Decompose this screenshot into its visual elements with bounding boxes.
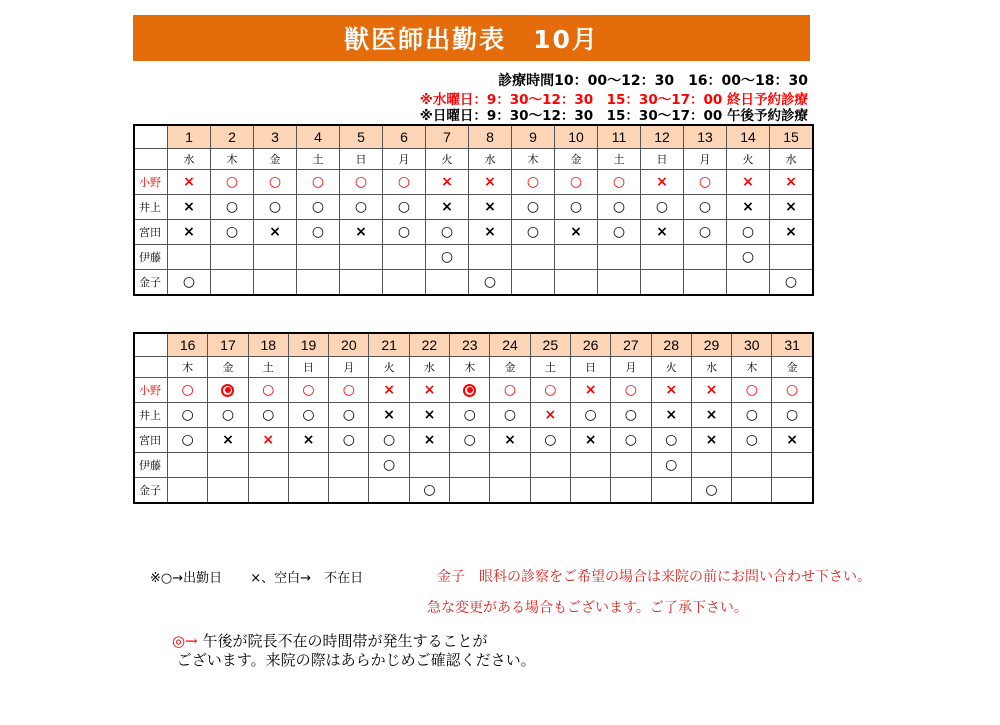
- weekday: 木: [168, 357, 208, 378]
- attendance-mark: ○: [770, 270, 814, 296]
- attendance-mark: [598, 245, 641, 270]
- weekday: 金: [208, 357, 248, 378]
- attendance-mark: ○: [369, 428, 409, 453]
- attendance-mark: ○: [426, 245, 469, 270]
- attendance-mark: ×: [691, 403, 731, 428]
- day-number: 22: [409, 333, 449, 357]
- legend-absent: ×、空白→ 不在日: [250, 571, 364, 586]
- attendance-mark: [469, 245, 512, 270]
- day-number: 12: [641, 125, 684, 149]
- double-circle-icon: [463, 384, 476, 397]
- attendance-mark: ×: [248, 428, 288, 453]
- clinic-hours: 診療時間10：00～12：30 16：00～18：30: [498, 73, 808, 89]
- attendance-mark: [383, 270, 426, 296]
- attendance-mark: ○: [248, 403, 288, 428]
- attendance-mark: [168, 453, 208, 478]
- attendance-mark: ○: [641, 195, 684, 220]
- attendance-mark: ○: [512, 170, 555, 195]
- attendance-mark: [426, 270, 469, 296]
- staff-name: 伊藤: [134, 245, 168, 270]
- attendance-mark: [369, 478, 409, 504]
- attendance-mark: ×: [426, 195, 469, 220]
- attendance-mark: [329, 453, 369, 478]
- day-number: 19: [288, 333, 328, 357]
- attendance-mark: [254, 270, 297, 296]
- day-number: 27: [611, 333, 651, 357]
- day-number: 9: [512, 125, 555, 149]
- attendance-mark: [641, 245, 684, 270]
- attendance-mark: ○: [512, 195, 555, 220]
- sunday-hours: ※日曜日：9：30～12：30 15：30～17：00 午後予約診療: [419, 108, 808, 124]
- attendance-mark: [297, 245, 340, 270]
- attendance-mark: ○: [329, 378, 369, 403]
- attendance-mark: ×: [691, 428, 731, 453]
- day-number: 7: [426, 125, 469, 149]
- attendance-mark: [208, 478, 248, 504]
- attendance-mark: ○: [684, 170, 727, 195]
- attendance-mark: ○: [168, 270, 211, 296]
- day-number: 21: [369, 333, 409, 357]
- attendance-mark: [611, 453, 651, 478]
- double-circle-symbol: ◎→: [172, 632, 198, 650]
- attendance-mark: ×: [727, 195, 770, 220]
- double-note-line2: ございます。来院の際はあらかじめご確認ください。: [176, 651, 536, 669]
- weekday: 月: [611, 357, 651, 378]
- attendance-mark: ×: [770, 220, 814, 245]
- attendance-mark: ○: [490, 378, 530, 403]
- double-circle-note: [172, 632, 536, 670]
- weekday: 月: [329, 357, 369, 378]
- attendance-mark: ×: [340, 220, 383, 245]
- staff-row: [134, 195, 813, 220]
- attendance-mark: [340, 245, 383, 270]
- attendance-mark: ○: [409, 478, 449, 504]
- attendance-mark: ○: [297, 220, 340, 245]
- attendance-mark: ○: [383, 195, 426, 220]
- attendance-mark: ×: [651, 378, 691, 403]
- attendance-mark: ○: [570, 403, 610, 428]
- attendance-mark: [641, 270, 684, 296]
- attendance-mark: ×: [409, 428, 449, 453]
- weekday: 水: [168, 149, 211, 170]
- staff-name: 井上: [134, 403, 168, 428]
- attendance-mark: ×: [555, 220, 598, 245]
- legend-attend: ※○→出勤日: [150, 571, 223, 586]
- attendance-mark: ○: [691, 478, 731, 504]
- staff-name: 井上: [134, 195, 168, 220]
- attendance-mark: ×: [691, 378, 731, 403]
- kaneko-note: 金子 眼科の診察をご希望の場合は来院の前にお問い合わせ下さい。: [437, 569, 871, 585]
- staff-name: 金子: [134, 478, 168, 504]
- attendance-mark: ○: [651, 428, 691, 453]
- corner-cell: [134, 125, 168, 149]
- attendance-mark: [772, 453, 813, 478]
- staff-row: [134, 220, 813, 245]
- attendance-mark: [651, 478, 691, 504]
- corner-cell: [134, 333, 168, 357]
- attendance-mark: [208, 453, 248, 478]
- attendance-mark: [530, 453, 570, 478]
- attendance-mark: ○: [555, 195, 598, 220]
- day-number: 28: [651, 333, 691, 357]
- attendance-mark: ×: [727, 170, 770, 195]
- attendance-mark: ×: [490, 428, 530, 453]
- attendance-mark: [340, 270, 383, 296]
- double-note-line1: 午後が院長不在の時間帯が発生することが: [202, 632, 488, 650]
- attendance-mark: ○: [772, 403, 813, 428]
- attendance-mark: [383, 245, 426, 270]
- attendance-mark: [684, 245, 727, 270]
- attendance-mark: ×: [409, 378, 449, 403]
- attendance-mark: [450, 378, 490, 403]
- corner-cell: [134, 149, 168, 170]
- weekday: 水: [469, 149, 512, 170]
- legend: [150, 567, 387, 586]
- weekday: 土: [248, 357, 288, 378]
- staff-row: [134, 453, 813, 478]
- attendance-mark: ○: [329, 403, 369, 428]
- attendance-mark: ×: [530, 403, 570, 428]
- weekday: 水: [770, 149, 814, 170]
- day-number: 24: [490, 333, 530, 357]
- attendance-mark: ○: [340, 195, 383, 220]
- weekday: 火: [727, 149, 770, 170]
- attendance-mark: ○: [450, 403, 490, 428]
- attendance-mark: [211, 270, 254, 296]
- attendance-mark: ×: [369, 403, 409, 428]
- attendance-mark: ○: [297, 195, 340, 220]
- day-number: 3: [254, 125, 297, 149]
- weekday: 木: [211, 149, 254, 170]
- attendance-mark: [684, 270, 727, 296]
- weekday: 木: [732, 357, 772, 378]
- attendance-mark: [329, 478, 369, 504]
- staff-row: [134, 245, 813, 270]
- attendance-mark: ×: [770, 195, 814, 220]
- attendance-mark: ×: [168, 195, 211, 220]
- attendance-mark: ○: [254, 195, 297, 220]
- schedule-table-first-half: [133, 124, 814, 296]
- attendance-mark: ×: [288, 428, 328, 453]
- day-number: 14: [727, 125, 770, 149]
- day-number: 17: [208, 333, 248, 357]
- weekday: 土: [530, 357, 570, 378]
- change-note: 急な変更がある場合もございます。ご了承下さい。: [427, 600, 748, 616]
- day-number: 4: [297, 125, 340, 149]
- staff-name: 伊藤: [134, 453, 168, 478]
- attendance-mark: ×: [254, 220, 297, 245]
- attendance-mark: [512, 245, 555, 270]
- attendance-mark: [555, 270, 598, 296]
- attendance-mark: [450, 478, 490, 504]
- day-number: 18: [248, 333, 288, 357]
- attendance-mark: [248, 453, 288, 478]
- attendance-mark: ○: [383, 220, 426, 245]
- weekday: 土: [598, 149, 641, 170]
- attendance-mark: ○: [248, 378, 288, 403]
- day-number: 13: [684, 125, 727, 149]
- attendance-mark: ×: [641, 170, 684, 195]
- attendance-mark: ○: [469, 270, 512, 296]
- weekday: 日: [288, 357, 328, 378]
- day-number: 26: [570, 333, 610, 357]
- day-number: 30: [732, 333, 772, 357]
- weekday: 金: [555, 149, 598, 170]
- attendance-mark: [168, 478, 208, 504]
- attendance-mark: ○: [490, 403, 530, 428]
- attendance-mark: [570, 453, 610, 478]
- attendance-mark: [770, 245, 814, 270]
- day-number: 10: [555, 125, 598, 149]
- attendance-mark: ×: [168, 220, 211, 245]
- attendance-mark: [211, 245, 254, 270]
- attendance-mark: [512, 270, 555, 296]
- weekday: 金: [490, 357, 530, 378]
- staff-row: [134, 270, 813, 296]
- weekday: 金: [772, 357, 813, 378]
- staff-row: [134, 170, 813, 195]
- weekday: 水: [691, 357, 731, 378]
- weekday: 日: [641, 149, 684, 170]
- attendance-mark: ×: [770, 170, 814, 195]
- attendance-mark: ×: [469, 170, 512, 195]
- attendance-mark: ○: [772, 378, 813, 403]
- attendance-mark: ○: [168, 428, 208, 453]
- weekday: 月: [383, 149, 426, 170]
- attendance-mark: ○: [598, 195, 641, 220]
- attendance-mark: [732, 453, 772, 478]
- staff-row: [134, 378, 813, 403]
- corner-cell: [134, 357, 168, 378]
- attendance-mark: ○: [598, 220, 641, 245]
- wednesday-hours: ※水曜日：9：30～12：30 15：30～17：00 終日予約診療: [419, 92, 808, 108]
- attendance-mark: [598, 270, 641, 296]
- attendance-mark: ×: [570, 428, 610, 453]
- attendance-mark: ×: [409, 403, 449, 428]
- weekday: 土: [297, 149, 340, 170]
- attendance-mark: ×: [469, 220, 512, 245]
- attendance-mark: ○: [611, 378, 651, 403]
- attendance-mark: ○: [208, 403, 248, 428]
- day-number: 16: [168, 333, 208, 357]
- weekday: 金: [254, 149, 297, 170]
- attendance-mark: ○: [168, 378, 208, 403]
- attendance-mark: ×: [772, 428, 813, 453]
- attendance-mark: [530, 478, 570, 504]
- attendance-mark: ×: [168, 170, 211, 195]
- staff-name: 金子: [134, 270, 168, 296]
- day-number: 5: [340, 125, 383, 149]
- staff-name: 小野: [134, 170, 168, 195]
- attendance-mark: ○: [512, 220, 555, 245]
- attendance-mark: [691, 453, 731, 478]
- attendance-mark: [168, 245, 211, 270]
- staff-row: [134, 478, 813, 504]
- attendance-mark: ○: [598, 170, 641, 195]
- attendance-mark: [254, 245, 297, 270]
- day-number: 23: [450, 333, 490, 357]
- attendance-mark: ○: [555, 170, 598, 195]
- weekday: 木: [512, 149, 555, 170]
- attendance-mark: [208, 378, 248, 403]
- attendance-mark: [450, 453, 490, 478]
- attendance-mark: ×: [641, 220, 684, 245]
- attendance-mark: ○: [611, 403, 651, 428]
- attendance-mark: ○: [211, 170, 254, 195]
- attendance-mark: [555, 245, 598, 270]
- attendance-mark: ×: [651, 403, 691, 428]
- attendance-mark: ○: [530, 428, 570, 453]
- attendance-mark: ○: [651, 453, 691, 478]
- weekday: 木: [450, 357, 490, 378]
- attendance-mark: ○: [168, 403, 208, 428]
- staff-name: 宮田: [134, 220, 168, 245]
- attendance-mark: ×: [369, 378, 409, 403]
- weekday: 火: [651, 357, 691, 378]
- attendance-mark: ○: [611, 428, 651, 453]
- attendance-mark: ○: [254, 170, 297, 195]
- day-number: 20: [329, 333, 369, 357]
- page-title: 獣医師出勤表 10月: [133, 15, 810, 61]
- day-number: 25: [530, 333, 570, 357]
- weekday: 火: [426, 149, 469, 170]
- day-number: 1: [168, 125, 211, 149]
- weekday: 火: [369, 357, 409, 378]
- attendance-mark: ○: [288, 403, 328, 428]
- attendance-mark: ○: [684, 220, 727, 245]
- attendance-mark: ×: [426, 170, 469, 195]
- attendance-mark: ○: [383, 170, 426, 195]
- attendance-mark: [248, 478, 288, 504]
- attendance-mark: [727, 270, 770, 296]
- staff-row: [134, 403, 813, 428]
- attendance-mark: ×: [469, 195, 512, 220]
- staff-row: [134, 428, 813, 453]
- attendance-mark: [732, 478, 772, 504]
- day-number: 2: [211, 125, 254, 149]
- day-number: 31: [772, 333, 813, 357]
- weekday: 日: [570, 357, 610, 378]
- attendance-mark: ○: [426, 220, 469, 245]
- attendance-mark: ○: [732, 378, 772, 403]
- day-number: 29: [691, 333, 731, 357]
- attendance-mark: ○: [732, 403, 772, 428]
- attendance-mark: ○: [727, 245, 770, 270]
- schedule-table-second-half: [133, 332, 814, 504]
- staff-name: 宮田: [134, 428, 168, 453]
- attendance-mark: ○: [297, 170, 340, 195]
- attendance-mark: [490, 453, 530, 478]
- attendance-mark: [772, 478, 813, 504]
- day-number: 6: [383, 125, 426, 149]
- day-number: 11: [598, 125, 641, 149]
- weekday: 月: [684, 149, 727, 170]
- attendance-mark: ○: [684, 195, 727, 220]
- attendance-mark: ○: [211, 220, 254, 245]
- attendance-mark: ○: [727, 220, 770, 245]
- double-circle-icon: [221, 384, 234, 397]
- day-number: 8: [469, 125, 512, 149]
- attendance-mark: [611, 478, 651, 504]
- attendance-mark: [288, 453, 328, 478]
- attendance-mark: ×: [570, 378, 610, 403]
- weekday: 水: [409, 357, 449, 378]
- attendance-mark: [297, 270, 340, 296]
- attendance-mark: ○: [369, 453, 409, 478]
- attendance-mark: [490, 478, 530, 504]
- attendance-mark: ○: [530, 378, 570, 403]
- attendance-mark: [409, 453, 449, 478]
- attendance-mark: [288, 478, 328, 504]
- day-number: 15: [770, 125, 814, 149]
- attendance-mark: ○: [329, 428, 369, 453]
- weekday: 日: [340, 149, 383, 170]
- attendance-mark: ○: [340, 170, 383, 195]
- attendance-mark: [570, 478, 610, 504]
- attendance-mark: ○: [288, 378, 328, 403]
- attendance-mark: ○: [211, 195, 254, 220]
- attendance-mark: ○: [450, 428, 490, 453]
- staff-name: 小野: [134, 378, 168, 403]
- attendance-mark: ×: [208, 428, 248, 453]
- attendance-mark: ○: [732, 428, 772, 453]
